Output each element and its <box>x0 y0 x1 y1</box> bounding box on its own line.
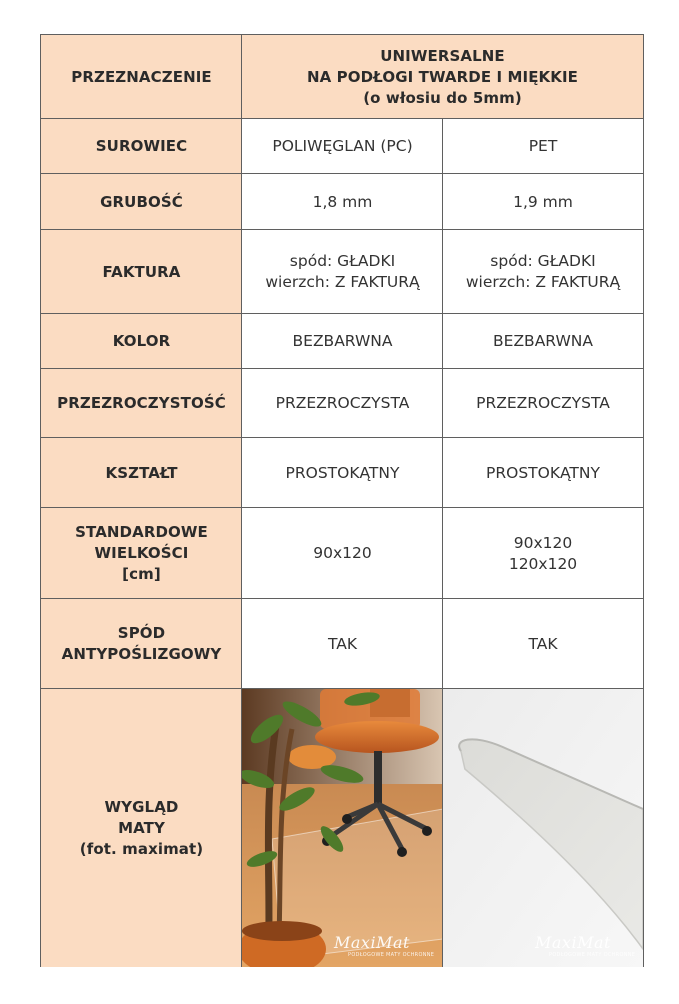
row-label-line: WIELKOŚCI <box>94 544 189 562</box>
row-label-line: KSZTAŁT <box>105 463 178 482</box>
row-label-cell <box>41 230 242 314</box>
pet-value-cell <box>443 119 643 174</box>
row-label-cell <box>41 508 242 599</box>
row-label-line: GRUBOŚĆ <box>100 192 183 211</box>
row-label-line: [cm] <box>122 565 161 583</box>
pc-value-line: BEZBARWNA <box>292 332 393 350</box>
pet-value-cell <box>443 369 643 438</box>
pet-value-line: 120x120 <box>508 554 578 573</box>
pc-value-cell <box>242 314 443 369</box>
row-label-line: KOLOR <box>112 332 171 350</box>
row-label-cell <box>41 438 242 508</box>
pc-value-cell <box>242 174 443 230</box>
row-divider <box>41 118 643 119</box>
row-label-line: STANDARDOWE <box>75 523 208 541</box>
pet-value-cell <box>443 599 643 689</box>
pc-value-line: TAK <box>327 634 358 653</box>
appearance-label-line: MATY <box>118 818 165 837</box>
pet-value-cell <box>443 230 643 314</box>
header-value-line: NA PODŁOGI TWARDE I MIĘKKIE <box>306 67 579 86</box>
column-divider <box>442 119 443 967</box>
maximat-logo: MaxiMat <box>334 933 410 952</box>
row-divider <box>41 229 643 230</box>
pc-value-cell <box>242 508 443 599</box>
row-divider <box>41 313 643 314</box>
pc-value-line: spód: GŁADKI <box>289 252 396 270</box>
comparison-table <box>40 34 644 967</box>
pet-value-cell <box>443 438 643 508</box>
pc-value-line: wierzch: Z FAKTURĄ <box>265 273 420 291</box>
header-label: PRZEZNACZENIE <box>71 67 212 86</box>
appearance-label-cell <box>41 689 242 967</box>
pc-value-line: PRZEZROCZYSTA <box>275 394 410 412</box>
pc-value-cell <box>242 438 443 508</box>
row-label-line: FAKTURA <box>102 262 181 281</box>
maximat-logo-subtitle: PODŁOGOWE MATY OCHRONNE <box>549 952 636 958</box>
row-divider <box>41 437 643 438</box>
pet-value-line: PET <box>528 137 558 155</box>
appearance-label-line: WYGLĄD <box>104 797 179 816</box>
pet-value-line: PRZEZROCZYSTA <box>476 394 610 412</box>
row-label-cell <box>41 174 242 230</box>
pet-value-cell <box>443 508 643 599</box>
row-label-line: SUROWIEC <box>95 137 188 155</box>
pet-value-line: TAK <box>528 634 558 653</box>
frosted-mat-edge-photo <box>443 689 643 967</box>
row-label-cell <box>41 599 242 689</box>
maximat-logo: MaxiMat <box>535 933 611 952</box>
maximat-logo-subtitle: PODŁOGOWE MATY OCHRONNE <box>348 952 435 958</box>
pet-value-line: 1,9 mm <box>513 192 573 211</box>
appearance-label-line: (fot. maximat) <box>79 839 204 858</box>
pc-value-cell <box>242 369 443 438</box>
pet-value-line: spód: GŁADKI <box>490 252 596 270</box>
row-label-line: ANTYPOŚLIZGOWY <box>61 645 222 663</box>
pc-value-cell <box>242 230 443 314</box>
pet-value-line: 90x120 <box>513 533 573 552</box>
row-label-line: PRZEZROCZYSTOŚĆ <box>57 394 226 412</box>
pet-value-line: PROSTOKĄTNY <box>486 463 600 482</box>
row-label-line: SPÓD <box>117 624 166 642</box>
header-label-cell <box>41 35 242 119</box>
pc-value-cell <box>242 599 443 689</box>
column-divider <box>241 35 242 967</box>
pc-value-cell <box>242 119 443 174</box>
row-divider <box>41 173 643 174</box>
header-value-line: UNIWERSALNE <box>380 46 505 65</box>
pc-value-line: POLIWĘGLAN (PC) <box>272 137 413 155</box>
row-divider <box>41 598 643 599</box>
header-value-cell <box>242 35 643 119</box>
pet-value-cell <box>443 174 643 230</box>
office-chair-on-clear-mat-photo <box>242 689 443 967</box>
row-label-cell <box>41 314 242 369</box>
row-divider <box>41 368 643 369</box>
row-label-cell <box>41 119 242 174</box>
pet-value-line: wierzch: Z FAKTURĄ <box>465 273 621 291</box>
pc-value-line: 1,8 mm <box>312 192 373 211</box>
row-divider <box>41 688 643 689</box>
row-label-cell <box>41 369 242 438</box>
row-divider <box>41 507 643 508</box>
pet-value-line: BEZBARWNA <box>493 332 593 350</box>
pet-value-cell <box>443 314 643 369</box>
header-value-line: (o włosiu do 5mm) <box>363 88 522 107</box>
pc-value-line: 90x120 <box>313 544 372 562</box>
pc-value-line: PROSTOKĄTNY <box>285 463 400 482</box>
